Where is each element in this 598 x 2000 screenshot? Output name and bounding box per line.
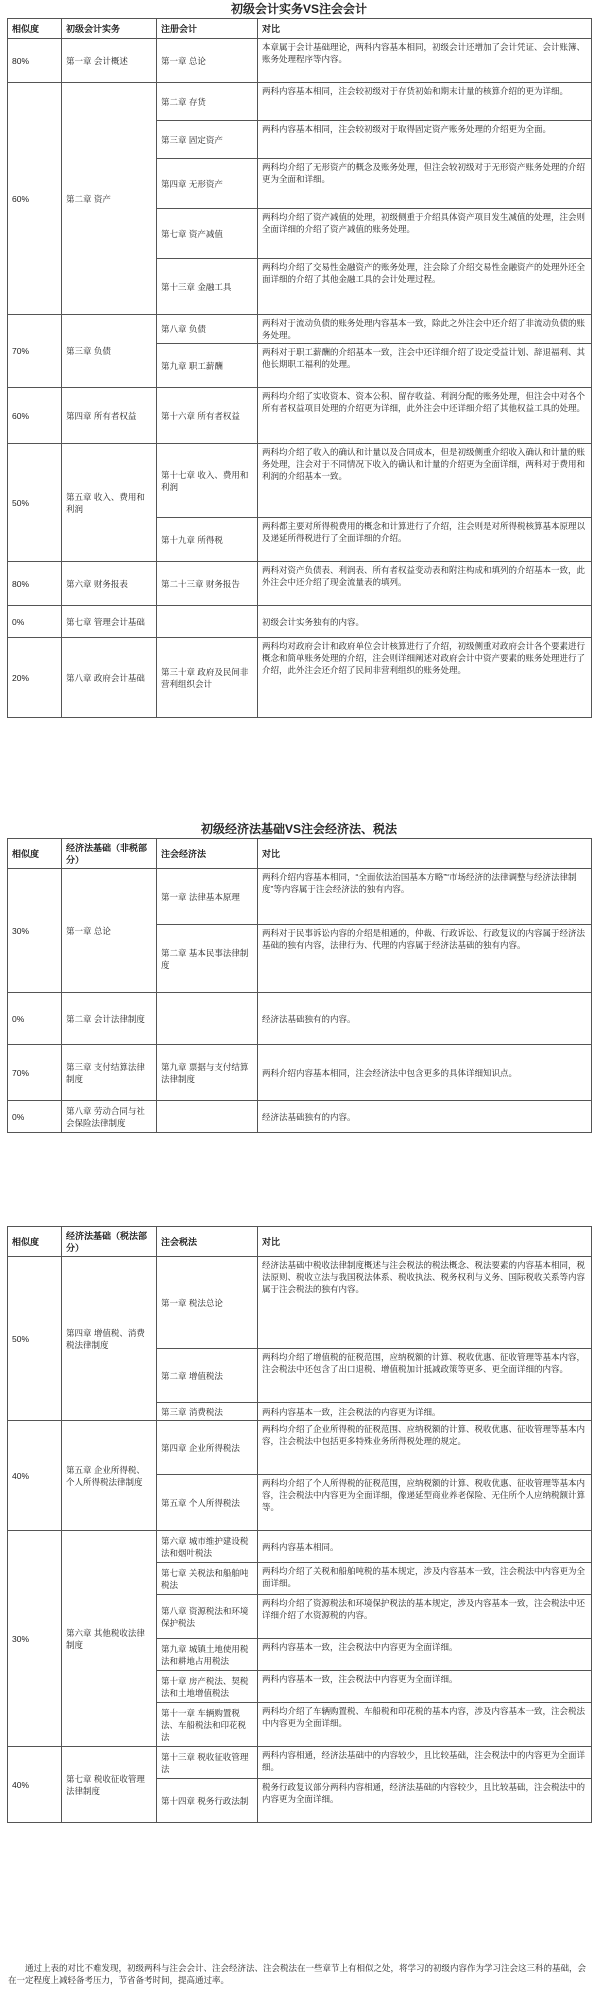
table-cell: 第二章 存货 bbox=[157, 83, 258, 121]
table-cell: 第三章 负债 bbox=[62, 315, 157, 388]
table-cell: 第八章 劳动合同与社会保险法律制度 bbox=[62, 1101, 157, 1133]
table-row bbox=[8, 388, 592, 444]
table-cell: 两科均介绍了增值税的征税范围，应纳税额的计算、税收优惠、征收管理等基本内容，注会税法中还包含了出口退税、增值税加计抵减政策等更多、更全面详细的内容。 bbox=[258, 1349, 592, 1403]
table-cell: 80% bbox=[8, 562, 62, 606]
comparison-table-tax-law bbox=[7, 1226, 592, 1823]
table-cell: 第三章 固定资产 bbox=[157, 121, 258, 159]
table-cell: 第十一章 车辆购置税法、车船税法和印花税法 bbox=[157, 1703, 258, 1747]
table-row bbox=[8, 606, 592, 638]
column-header: 对比 bbox=[258, 1227, 592, 1257]
table-row bbox=[8, 1045, 592, 1101]
table-cell: 两科内容基本相同，注会较初级对于存货初始和期末计量的核算介绍的更为详细。 bbox=[258, 83, 592, 121]
table-cell: 70% bbox=[8, 315, 62, 388]
table-cell: 30% bbox=[8, 1531, 62, 1747]
comparison-table-accounting bbox=[7, 18, 592, 718]
table-cell: 第七章 资产减值 bbox=[157, 209, 258, 259]
table-cell: 50% bbox=[8, 1257, 62, 1421]
table-cell: 第八章 负债 bbox=[157, 315, 258, 344]
table-cell: 初级会计实务独有的内容。 bbox=[258, 606, 592, 638]
table-cell: 税务行政复议部分两科内容相通，经济法基础的内容较少，且比较基础，注会税法中的内容更为全面详细。 bbox=[258, 1779, 592, 1823]
table-cell: 第九章 城镇土地使用税法和耕地占用税法 bbox=[157, 1639, 258, 1671]
comparison-table-economic-law bbox=[7, 838, 592, 1133]
table-cell: 两科介绍内容基本相同，注会经济法中包含更多的具体详细知识点。 bbox=[258, 1045, 592, 1101]
table-cell: 两科均介绍了交易性金融资产的账务处理，注会除了介绍交易性金融资产的处理外还全面详细的介绍了其他金融工具的会计处理过程。 bbox=[258, 259, 592, 315]
table-cell: 两科均介绍了企业所得税的征税范围、应纳税额的计算、税收优惠、征收管理等基本内容，注会税法中包括更多特殊业务所得税处理的规定。 bbox=[258, 1421, 592, 1475]
table-row bbox=[8, 1531, 592, 1563]
table-cell: 第八章 资源税法和环境保护税法 bbox=[157, 1595, 258, 1639]
table-cell: 两科均对政府会计和政府单位会计核算进行了介绍，初级侧重对政府会计各个要素进行概念和简单账务处理的介绍，注会则详细阐述对政府会计中资产要素的账务处理进行了介绍，此外注会还介绍了民间非营利组织的账务处理。 bbox=[258, 638, 592, 718]
summary-paragraph: 通过上表的对比不难发现，初级两科与注会会计、注会经济法、注会税法在一些章节上有相似之处，将学习的初级内容作为学习注会这三科的基础，会在一定程度上减轻备考压力，节省备考时间，提高通过率。 bbox=[8, 1963, 587, 1985]
table-cell bbox=[157, 606, 258, 638]
table-cell: 第五章 收入、费用和利润 bbox=[62, 444, 157, 562]
table1-title: 初级会计实务VS注会会计 bbox=[230, 2, 367, 16]
table-cell: 两科均介绍了无形资产的概念及账务处理，但注会较初级对于无形资产账务处理的介绍更为全面和详细。 bbox=[258, 159, 592, 209]
table-cell: 第四章 企业所得税法 bbox=[157, 1421, 258, 1475]
table-row bbox=[8, 1421, 592, 1475]
table-cell: 两科均介绍了关税和船舶吨税的基本规定，涉及内容基本一致，注会税法中内容更为全面详细。 bbox=[258, 1563, 592, 1595]
table-cell: 第一章 会计概述 bbox=[62, 39, 157, 83]
table-cell: 第二十三章 财务报告 bbox=[157, 562, 258, 606]
table2-title: 初级经济法基础VS注会经济法、税法 bbox=[200, 822, 397, 836]
table-cell: 60% bbox=[8, 83, 62, 315]
table-cell: 0% bbox=[8, 606, 62, 638]
table-cell: 两科介绍内容基本相同，“全面依法治国基本方略”“市场经济的法律调整与经济法律制度”等内容属于注会经济法的独有内容。 bbox=[258, 869, 592, 925]
table-cell: 两科均介绍了资产减值的处理，初级侧重于介绍具体资产项目发生减值的处理，注会则全面详细的介绍了资产减值的账务处理。 bbox=[258, 209, 592, 259]
column-header: 对比 bbox=[258, 19, 592, 39]
table-row bbox=[8, 869, 592, 925]
table-cell: 第七章 关税法和船舶吨税法 bbox=[157, 1563, 258, 1595]
table-cell: 第九章 票据与支付结算法律制度 bbox=[157, 1045, 258, 1101]
table-row bbox=[8, 83, 592, 121]
table-cell bbox=[157, 1101, 258, 1133]
table-cell: 第三章 消费税法 bbox=[157, 1403, 258, 1421]
column-header: 注会经济法 bbox=[157, 839, 258, 869]
table-cell: 第七章 管理会计基础 bbox=[62, 606, 157, 638]
table-cell: 经济法基础独有的内容。 bbox=[258, 1101, 592, 1133]
column-header: 初级会计实务 bbox=[62, 19, 157, 39]
table-cell: 第五章 企业所得税、个人所得税法律制度 bbox=[62, 1421, 157, 1531]
table-cell: 80% bbox=[8, 39, 62, 83]
table-header-row bbox=[8, 839, 592, 869]
table-cell: 第一章 总论 bbox=[157, 39, 258, 83]
column-header: 相似度 bbox=[8, 19, 62, 39]
table-cell: 第十七章 收入、费用和利润 bbox=[157, 444, 258, 518]
table-cell: 两科内容基本一致，注会税法中内容更为全面详细。 bbox=[258, 1671, 592, 1703]
table-cell: 第六章 财务报表 bbox=[62, 562, 157, 606]
table-cell: 第二章 会计法律制度 bbox=[62, 993, 157, 1045]
table-cell: 30% bbox=[8, 869, 62, 993]
table-cell: 第十三章 税收征收管理法 bbox=[157, 1747, 258, 1779]
column-header: 对比 bbox=[258, 839, 592, 869]
table-row bbox=[8, 39, 592, 83]
table-cell: 第二章 资产 bbox=[62, 83, 157, 315]
table-cell: 两科内容基本相同，注会较初级对于取得固定资产账务处理的介绍更为全面。 bbox=[258, 121, 592, 159]
table-cell: 第十九章 所得税 bbox=[157, 518, 258, 562]
table-cell: 第十章 房产税法、契税法和土地增值税法 bbox=[157, 1671, 258, 1703]
column-header: 经济法基础（非税部分） bbox=[62, 839, 157, 869]
table-cell: 两科均介绍了收入的确认和计量以及合同成本，但是初级侧重介绍收入确认和计量的账务处理，注会对于不同情况下收入的确认和计量的介绍更为全面详细，两科对于费用和利润的介绍基本一致。 bbox=[258, 444, 592, 518]
table-cell: 60% bbox=[8, 388, 62, 444]
column-header: 相似度 bbox=[8, 1227, 62, 1257]
table-row bbox=[8, 1257, 592, 1349]
table-header-row bbox=[8, 19, 592, 39]
table-cell: 第十四章 税务行政法制 bbox=[157, 1779, 258, 1823]
table-cell: 本章属于会计基础理论，两科内容基本相同，初级会计还增加了会计凭证、会计账簿、账务处理程序等内容。 bbox=[258, 39, 592, 83]
table-cell: 第十六章 所有者权益 bbox=[157, 388, 258, 444]
table-cell: 第五章 个人所得税法 bbox=[157, 1475, 258, 1531]
table-cell: 第九章 职工薪酬 bbox=[157, 344, 258, 388]
table-cell: 经济法基础中税收法律制度概述与注会税法的税法概念、税法要素的内容基本相同，税法原则、税收立法与我国税法体系、税收执法、税务权利与义务、国际税收关系等内容属于注会税法的独有内容。 bbox=[258, 1257, 592, 1349]
table-cell: 两科内容基本一致，注会税法的内容更为详细。 bbox=[258, 1403, 592, 1421]
table-cell: 第一章 税法总论 bbox=[157, 1257, 258, 1349]
table-cell: 两科对于流动负债的账务处理内容基本一致，除此之外注会中还介绍了非流动负债的账务处理。 bbox=[258, 315, 592, 344]
table-cell: 两科都主要对所得税费用的概念和计算进行了介绍，注会则是对所得税核算基本原理以及递延所得税进行了全面详细的介绍。 bbox=[258, 518, 592, 562]
table-cell: 第一章 法律基本原理 bbox=[157, 869, 258, 925]
table-cell: 第四章 所有者权益 bbox=[62, 388, 157, 444]
column-header: 经济法基础（税法部分） bbox=[62, 1227, 157, 1257]
table-cell: 经济法基础独有的内容。 bbox=[258, 993, 592, 1045]
table-row bbox=[8, 444, 592, 518]
table-cell: 第六章 城市维护建设税法和烟叶税法 bbox=[157, 1531, 258, 1563]
table-row bbox=[8, 1747, 592, 1779]
table-row bbox=[8, 638, 592, 718]
table-cell: 50% bbox=[8, 444, 62, 562]
table-cell: 两科对资产负债表、利润表、所有者权益变动表和附注构成和填列的介绍基本一致，此外注会中还介绍了现金流量表的填列。 bbox=[258, 562, 592, 606]
table-cell: 第三十章 政府及民间非营利组织会计 bbox=[157, 638, 258, 718]
table-cell bbox=[157, 993, 258, 1045]
table-cell: 两科内容相通，经济法基础中的内容较少，且比较基础，注会税法中的内容更为全面详细。 bbox=[258, 1747, 592, 1779]
table-cell: 0% bbox=[8, 993, 62, 1045]
table-row bbox=[8, 1101, 592, 1133]
table-cell: 第六章 其他税收法律制度 bbox=[62, 1531, 157, 1747]
table-cell: 两科均介绍了个人所得税的征税范围，应纳税额的计算、税收优惠、征收管理等基本内容，注会税法中内容更为全面详细，像递延型商业养老保险、无住所个人应纳税额计算等。 bbox=[258, 1475, 592, 1531]
table-header-row bbox=[8, 1227, 592, 1257]
table-cell: 第十三章 金融工具 bbox=[157, 259, 258, 315]
table-cell: 两科对于民事诉讼内容的介绍是相通的，仲裁、行政诉讼、行政复议的内容属于经济法基础的独有内容，法律行为、代理的内容属于经济法基础的独有内容。 bbox=[258, 925, 592, 993]
table-cell: 两科内容基本一致，注会税法中内容更为全面详细。 bbox=[258, 1639, 592, 1671]
table-row bbox=[8, 562, 592, 606]
table-cell: 两科均介绍了实收资本、资本公积、留存收益、利润分配的账务处理，但注会中对各个所有者权益项目处理的介绍更为详细，此外注会中还详细介绍了其他权益工具的处理。 bbox=[258, 388, 592, 444]
table-cell: 两科对于职工薪酬的介绍基本一致，注会中还详细介绍了设定受益计划、辞退福利、其他长期职工福利的处理。 bbox=[258, 344, 592, 388]
table-cell: 70% bbox=[8, 1045, 62, 1101]
table-cell: 第三章 支付结算法律制度 bbox=[62, 1045, 157, 1101]
table-cell: 第八章 政府会计基础 bbox=[62, 638, 157, 718]
table-cell: 第四章 无形资产 bbox=[157, 159, 258, 209]
table-cell: 两科均介绍了车辆购置税、车船税和印花税的基本内容，涉及内容基本一致，注会税法中内容更为全面详细。 bbox=[258, 1703, 592, 1747]
table-cell: 0% bbox=[8, 1101, 62, 1133]
column-header: 相似度 bbox=[8, 839, 62, 869]
table-cell: 第二章 增值税法 bbox=[157, 1349, 258, 1403]
table-cell: 第二章 基本民事法律制度 bbox=[157, 925, 258, 993]
table-cell: 第四章 增值税、消费税法律制度 bbox=[62, 1257, 157, 1421]
table-cell: 40% bbox=[8, 1747, 62, 1823]
table-cell: 第一章 总论 bbox=[62, 869, 157, 993]
table-cell: 20% bbox=[8, 638, 62, 718]
table-row bbox=[8, 315, 592, 344]
column-header: 注会税法 bbox=[157, 1227, 258, 1257]
table-cell: 两科内容基本相同。 bbox=[258, 1531, 592, 1563]
table-row bbox=[8, 993, 592, 1045]
column-header: 注册会计 bbox=[157, 19, 258, 39]
table-cell: 两科均介绍了资源税法和环境保护税法的基本规定，涉及内容基本一致，注会税法中还详细介绍了水资源税的内容。 bbox=[258, 1595, 592, 1639]
table-cell: 40% bbox=[8, 1421, 62, 1531]
table-cell: 第七章 税收征收管理法律制度 bbox=[62, 1747, 157, 1823]
